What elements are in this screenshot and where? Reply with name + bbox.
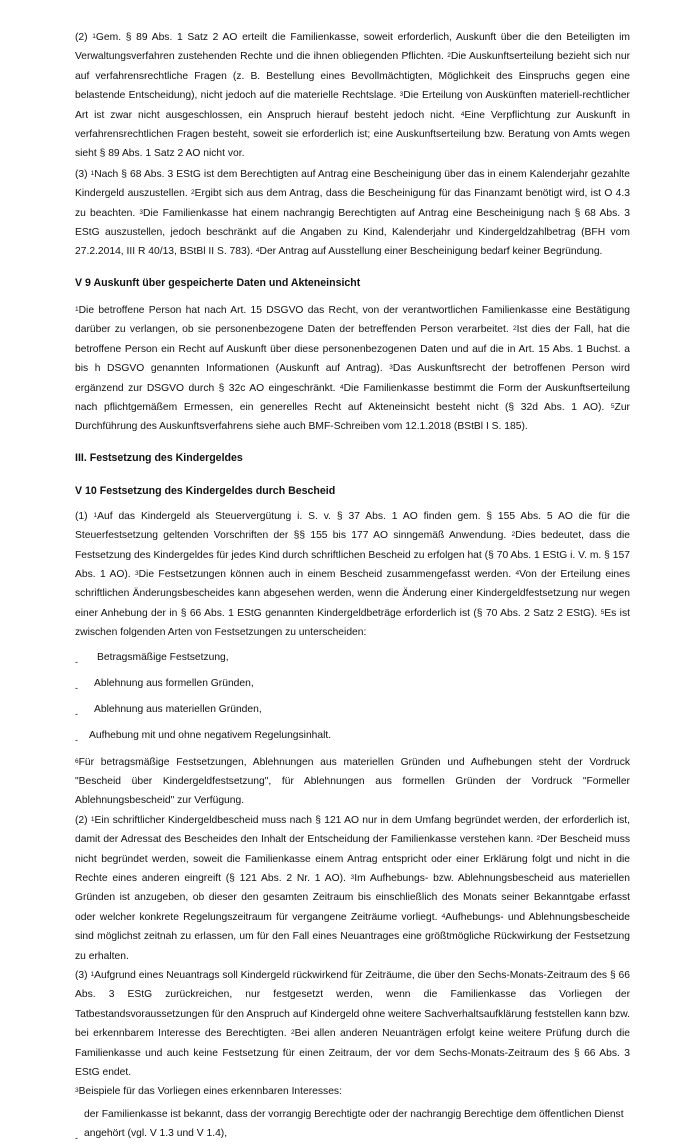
festsetzung-types-list (75, 648, 630, 745)
list-item: - Ablehnung aus formellen Gründen, (75, 677, 254, 693)
paragraph-v10-3: (3) $^1$Aufgrund eines Neuantrags soll Kindergeld rückwirkend für Zeiträume, die über den Sechs-Monats-Zeitraum des § 66 Abs. 3 EStG zurückreichen, nur festgesetzt werden, wenn die Familienkasse das Vorliegen der Tatbestandsvoraussetzungen für den Anspruch auf Kindergeld ohne weitere Sachverhaltsaufklärung feststellen kann bzw. bei erkennbarem Interesse des Berechtigten. $^2$Bei allen anderen Neuanträgen erfolgt keine weitere Prüfung durch die Familienkasse und auch keine Festsetzung für einen Zeitraum, der vor dem Sechs-Monats-Zeitraum des § 66 Abs. 3 EStG endet. (75, 970, 630, 1079)
list-item: - Ablehnung aus materiellen Gründen, (75, 703, 262, 719)
example-list-item: - der Familienkasse ist bekannt, dass der vorrangig Berechtigte oder der nachrangig Berechtige dem öffentlichen Dienst angehört (vgl. V 1.3 und V 1.4), (75, 1108, 624, 1143)
paragraph-v9: $^1$Die betroffene Person hat nach Art. 15 DSGVO das Recht, von der verantwortlichen Familienkasse eine Bestätigung darüber zu verlangen, ob sie personenbezogene Daten der betreffenden Person verarbeitet. $^2$Ist dies der Fall, hat die betroffene Person ein Recht auf Auskunft über diese personenbezogenen Daten und auf die in Art. 15 Abs. 1 Buchst. a bis h DSGVO genannten Informationen (Auskunft auf Antrag). $^3$Das Auskunftsrecht der betroffenen Person wird ergänzend zur DSGVO durch § 32c AO eingeschränkt. $^4$Die Familienkasse bestimmt die Form der Auskunftserteilung nach pflichtgemäßem Ermessen, ein generelles Recht auf Akteneinsicht besteht nicht (§ 32d Abs. 1 AO). $^5$Zur Durchführung des Auskunftsverfahrens siehe auch BMF-Schreiben vom 12.1.2018 (BStBl I S. 185). (75, 304, 630, 433)
paragraph-v10-2: (2) $^1$Ein schriftlicher Kindergeldbescheid muss nach § 121 AO nur in dem Umfang begründet werden, der erforderlich ist, damit der Adressat des Bescheides den Inhalt der Entscheidung der Familienkasse verstehen kann. $^2$Der Bescheid muss nicht begründet werden, soweit die Familienkasse einem Antrag entspricht oder einer Erklärung folgt und nicht in die Rechte eines anderen eingreift (§ 121 Abs. 2 Nr. 1 AO). $^3$Im Aufhebungs- bzw. Ablehnungsbescheid aus materiellen Gründen ist anzugeben, ob dieser den gesamten Zeitraum bis einschließlich des Monats seiner Bekanntgabe erfasst oder welcher konkrete Regelungszeitraum für vergangene Zeiträume vorliegt. $^4$Aufhebungs- und Ablehnungsbescheide sind möglichst zeitnah zu erlassen, um für den Fall eines Neuantrages eine größtmögliche Rückwirkung der Festsetzung zu erhalten. (75, 814, 631, 962)
heading-v10: V 10 Festsetzung des Kindergeldes durch Bescheid (75, 484, 336, 497)
list-item: - Betragsmäßige Festsetzung, (75, 651, 229, 667)
paragraph-v8-3: (3) $^1$Nach § 68 Abs. 3 EStG ist dem Berechtigten auf Antrag eine Bescheinigung über das in einem Kalenderjahr gezahlte Kindergeld auszustellen. $^2$Ergibt sich aus dem Antrag, dass die Bescheinigung für das Finanzamt benötigt wird, ist O 4.3 zu beachten. $^3$Die Familienkasse hat einem nachrangig Berechtigten auf Antrag eine Bescheinigung nach § 68 Abs. 3 EStG auszustellen, jedoch beschränkt auf die Angaben zu Kind, Kalenderjahr und Kindergeldzahlbetrag (BFH vom 27.2.2014, III R 40/13, BStBl II S. 783). $^4$Der Antrag auf Ausstellung einer Bescheinigung bedarf keiner Begründung. (75, 168, 630, 258)
list-item: - Aufhebung mit und ohne negativem Regelungsinhalt. (75, 729, 332, 745)
heading-iii: III. Festsetzung des Kindergeldes (75, 451, 243, 464)
paragraph-v10-1-cont: $^6$Für betragsmäßige Festsetzungen, Ablehnungen aus materiellen Gründen und Aufhebungen steht der Vordruck "Bescheid über Kindergeldfestsetzung", für Ablehnungen aus formellen Gründen der Vordruck "Formeller Ablehnungsbescheid" zur Verfügung. (75, 756, 630, 807)
paragraph-v10-3-examples: $^3$Beispiele für das Vorliegen eines erkennbaren Interesses: (75, 1086, 342, 1098)
document-page (75, 28, 630, 1144)
paragraph-v10-1: (1) $^1$Auf das Kindergeld als Steuervergütung i. S. v. § 37 Abs. 1 AO finden gem. § 155 Abs. 5 AO die für die Steuerfestsetzung geltenden Vorschriften der §§ 155 bis 177 AO sinngemäß Anwendung. $^2$Dies bedeutet, dass die Festsetzung des Kindergeldes für jedes Kind durch schriftlichen Bescheid zu erfolgen hat (§ 70 Abs. 1 EStG i. V. m. § 157 Abs. 1 AO). $^3$Die Festsetzungen können auch in einem Bescheid zusammengefasst werden. $^4$Von der Erteilung eines schriftlichen Änderungsbescheides kann abgesehen werden, wenn die Änderung einer Kindergeldfestsetzung nur wegen einer Anhebung der in § 66 Abs. 1 EStG genannten Kindergeldbeträge erforderlich ist (§ 70 Abs. 2 Satz 2 EStG). $^5$Es ist zwischen folgenden Arten von Festsetzungen zu unterscheiden: (75, 510, 630, 639)
paragraph-v8-2: (2) $^1$Gem. § 89 Abs. 1 Satz 2 AO erteilt die Familienkasse, soweit erforderlich, Auskunft über die den Beteiligten im Verwaltungsverfahren zustehenden Rechte und die ihnen obliegenden Pflichten. $^2$Die Auskunftserteilung bezieht sich nur auf verfahrensrechtliche Fragen (z. B. Bestellung eines Bevollmächtigten, Möglichkeit des Einspruchs gegen eine belastende Entscheidung), nicht jedoch auf die materielle Rechtslage. $^3$Die Erteilung von Auskünften materiell-rechtlicher Art ist zwar nicht ausgeschlossen, ein Anspruch hierauf besteht jedoch nicht. $^4$Eine Verpflichtung zur Auskunft in verfahrensrechtlichen Fragen besteht, soweit sie erforderlich ist; eine Auskunftserteilung bzw. Beratung von Amts wegen sieht § 89 Abs. 1 Satz 2 AO nicht vor. (75, 32, 630, 160)
heading-v9: V 9 Auskunft über gespeicherte Daten und Akteneinsicht (75, 276, 361, 289)
